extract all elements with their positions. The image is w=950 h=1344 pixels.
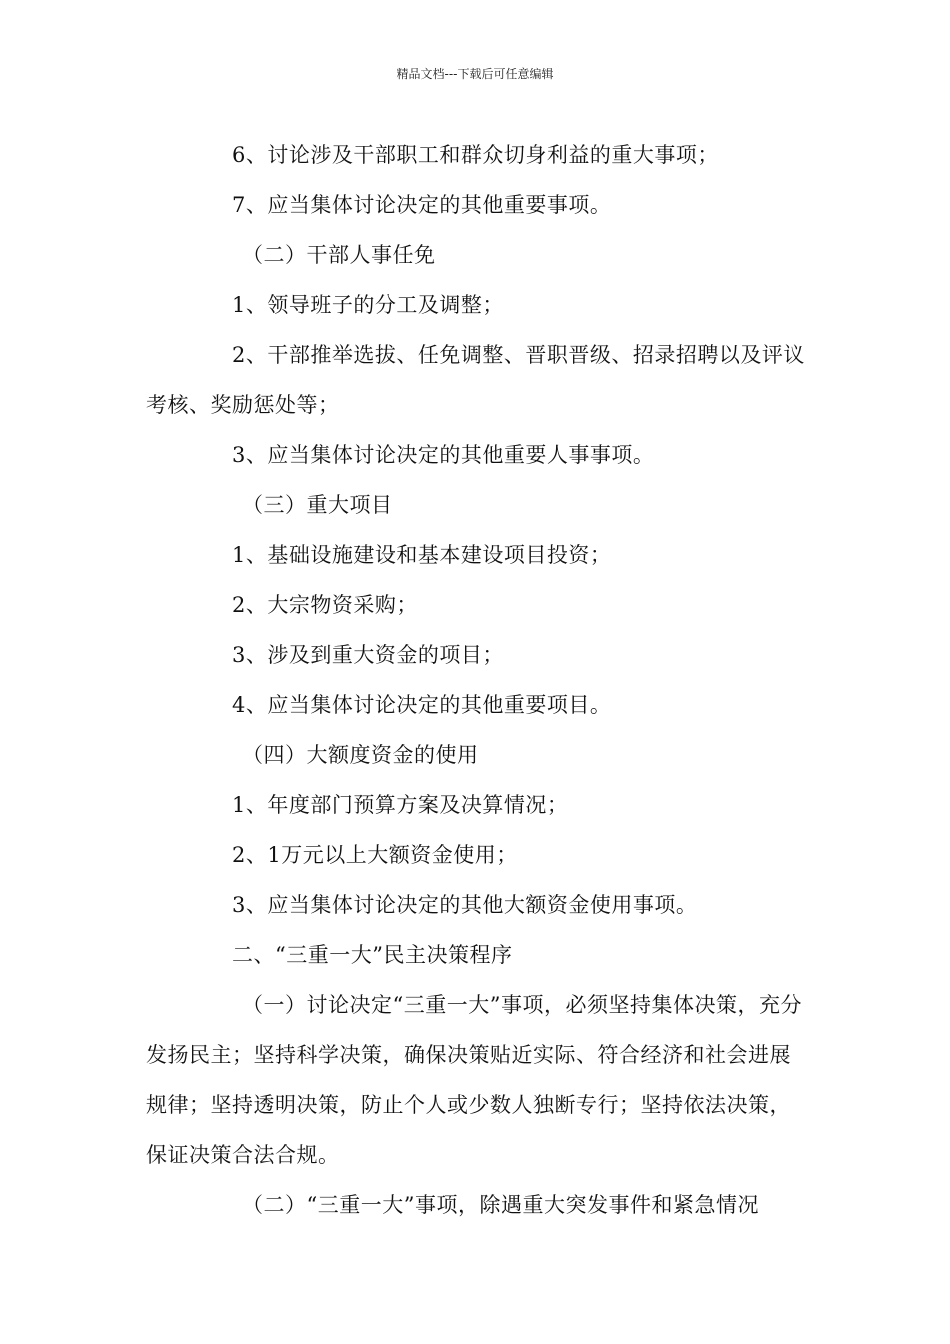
chapter-heading: 二、“三重一大”民主决策程序	[232, 943, 513, 967]
paragraph: 3、涉及到重大资金的项目；	[232, 643, 504, 667]
page-header: 精品文档---下载后可任意编辑	[396, 67, 554, 81]
paragraph: （一）讨论决定“三重一大”事项，必须坚持集体决策，充分发扬民主；坚持科学决策，确保决策贴近实际、符合经济和社会进展规律；坚持透明决策，防止个人或少数人独断专行；坚持依法决策，保证决策合法合规。	[146, 993, 802, 1167]
paragraph: （二）“三重一大”事项，除遇重大突发事件和紧急情况	[242, 1193, 759, 1217]
paragraph: 2、干部推举选拔、任免调整、晋职晋级、招录招聘以及评议考核、奖励惩处等；	[146, 343, 805, 417]
paragraph: 3、应当集体讨论决定的其他大额资金使用事项。	[232, 893, 698, 917]
section-heading: （二）干部人事任免	[242, 243, 436, 267]
section-heading: （四）大额度资金的使用	[242, 743, 479, 767]
paragraph: 3、应当集体讨论决定的其他重要人事事项。	[232, 443, 655, 467]
paragraph: 6、讨论涉及干部职工和群众切身利益的重大事项；	[232, 143, 719, 167]
paragraph: 7、应当集体讨论决定的其他重要事项。	[232, 193, 612, 217]
paragraph: 4、应当集体讨论决定的其他重要项目。	[232, 693, 612, 717]
paragraph: 1、年度部门预算方案及决算情况；	[232, 793, 569, 817]
document-body	[146, 130, 810, 1230]
paragraph: 2、大宗物资采购；	[232, 593, 418, 617]
paragraph: 2、1万元以上大额资金使用；	[232, 843, 518, 867]
paragraph: 1、领导班子的分工及调整；	[232, 293, 504, 317]
paragraph: 1、基础设施建设和基本建设项目投资；	[232, 543, 612, 567]
section-heading: （三）重大项目	[242, 493, 393, 517]
